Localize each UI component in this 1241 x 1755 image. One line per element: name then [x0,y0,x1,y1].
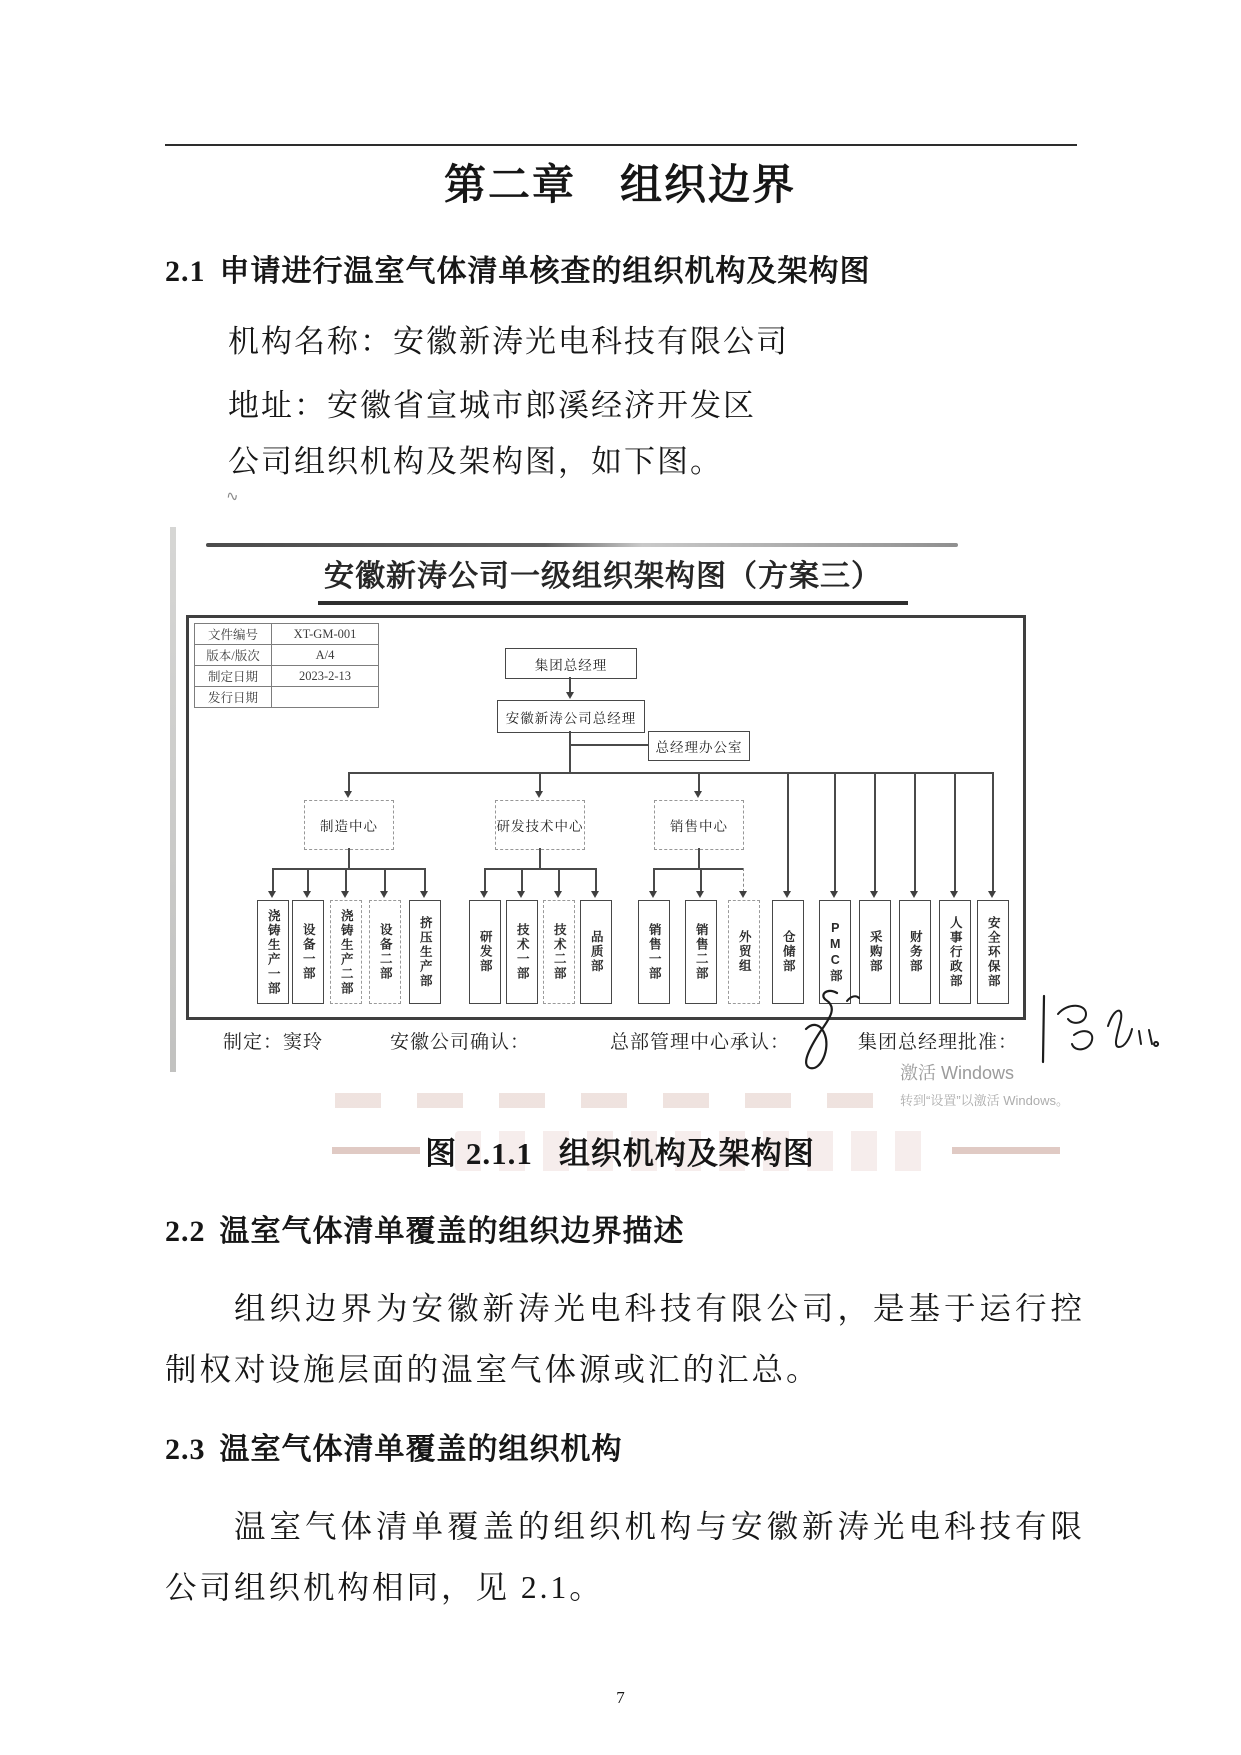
connector [914,772,916,892]
dept-box [543,900,575,1004]
dept-label: 采购部 [868,930,883,974]
section-2-3-body: 温室气体清单覆盖的组织机构与安徽新涛光电科技有限公司组织机构相同，见 2.1。 [165,1509,1085,1605]
connector [787,772,789,892]
node-company-gm: 安徽新涛公司总经理 [497,700,645,733]
arrow-icon [694,791,702,798]
dept-label: 仓储部 [781,930,796,974]
dept-label: 浇铸生产一部 [266,908,281,996]
section-2-1-heading [165,246,1095,290]
org-chart-scan [168,487,1158,1112]
connector [570,744,648,746]
watermark-line2: 转到“设置”以激活 Windows。 [900,1093,1070,1108]
signature-approval-icon [793,985,868,1077]
connector [569,677,571,693]
arrow-icon [696,891,704,898]
arrow-icon [830,891,838,898]
connector [834,772,836,892]
arrow-icon [344,791,352,798]
figure-number: 图 2.1.1 [425,1136,533,1171]
header-rule [165,144,1077,146]
dept-label: 设备一部 [301,923,316,981]
chart-footer-item: 集团总经理批准： [858,1032,1019,1053]
arrow-icon [341,891,349,898]
dept-box [899,900,931,1004]
chapter-title: 第二章 组织边界 [443,163,796,209]
doc-info-value: A/4 [272,645,379,666]
arrow-icon [988,891,996,898]
chart-footer-item: 安徽公司确认： [390,1032,531,1053]
arrow-icon [420,891,428,898]
org-tree [168,487,1158,1112]
dept-box [685,900,717,1004]
arrow-icon [950,891,958,898]
chart-footer-item: 总部管理中心承认： [610,1032,791,1053]
dept-box [728,900,760,1004]
connector [698,772,700,792]
arrow-icon [783,891,791,898]
chart-intro-line: 公司组织机构及架构图，如下图。 [228,444,723,479]
connector [700,868,702,892]
doc-info-label: 发行日期 [195,687,272,708]
arrow-icon [480,891,488,898]
connector [698,848,700,868]
dept-label: 外贸组 [737,930,752,974]
dept-label: 研发部 [478,930,493,974]
connector [539,848,541,868]
connector [272,868,274,892]
connector [348,848,350,868]
connector [569,731,571,773]
arrow-icon [870,891,878,898]
arrow-icon [566,692,574,699]
node-group-gm: 集团总经理 [505,648,637,679]
doc-info-value: XT-GM-001 [272,624,379,645]
chart-footer-item: 制定：窦玲 [223,1032,324,1053]
connector [558,868,560,892]
dept-label: 挤压生产部 [418,915,433,989]
dept-box [257,900,289,1004]
dept-label: 技术二部 [552,923,567,981]
dept-label: PMC部 [828,920,843,984]
org-name-line: 机构名称：安徽新涛光电科技有限公司 [228,324,789,359]
arrow-icon [380,891,388,898]
connector [345,868,347,892]
doc-info-value: 2023-2-13 [272,666,379,687]
dept-label: 品质部 [589,930,604,974]
dept-label: 财务部 [908,930,923,974]
figure-caption-text: 组织机构及架构图 [558,1136,815,1171]
connector [653,868,743,870]
connector [992,772,994,892]
connector [424,868,426,892]
connector [484,868,486,892]
section-2-2-body: 组织边界为安徽新涛光电科技有限公司，是基于运行控制权对设施层面的温室气体源或汇的汇总。 [165,1291,1085,1387]
arrow-icon [303,891,311,898]
scan-artifact-strip [335,1093,880,1108]
arrow-icon [649,891,657,898]
connector [539,772,541,792]
connector [348,772,350,792]
dept-label: 设备二部 [378,923,393,981]
dept-label: 销售二部 [694,923,709,981]
section-number: 2.2 [165,1215,206,1248]
connector [307,868,309,892]
scan-mark-icon: ∿ [224,487,240,506]
section-title-text: 申请进行温室气体清单核查的组织机构及架构图 [219,255,871,288]
arrow-icon [910,891,918,898]
section-title-text: 温室气体清单覆盖的组织边界描述 [219,1215,685,1248]
dept-label: 销售一部 [647,923,662,981]
doc-info-label: 版本/版次 [195,645,272,666]
section-number: 2.3 [165,1433,206,1466]
dept-box [580,900,612,1004]
section-2-3-heading [165,1424,1095,1468]
dept-label: 浇铸生产二部 [339,908,354,996]
dept-box [330,900,362,1004]
node-center: 研发技术中心 [495,800,585,850]
dept-box [977,900,1009,1004]
arrow-icon [517,891,525,898]
connector [272,868,424,870]
section-number: 2.1 [165,255,206,288]
org-chart-title-text: 安徽新涛公司一级组织架构图（方案三） [318,551,908,605]
node-gm-office: 总经理办公室 [648,731,750,761]
connector [595,868,597,892]
doc-info-label: 文件编号 [195,624,272,645]
page-number: 7 [616,1688,625,1707]
node-center: 制造中心 [304,800,394,850]
arrow-icon [591,891,599,898]
connector [653,868,655,892]
watermark-line1: 激活 Windows [900,1063,1015,1083]
connector [384,868,386,892]
connector [874,772,876,892]
section-title-text: 温室气体清单覆盖的组织机构 [219,1433,623,1466]
arrow-icon [535,791,543,798]
doc-info-label: 制定日期 [195,666,272,687]
windows-activation-watermark [900,1059,1069,1109]
section-2-2-heading [165,1206,1095,1250]
arrow-icon [739,891,747,898]
dept-label: 技术一部 [515,923,530,981]
dept-box [369,900,401,1004]
dept-box [292,900,324,1004]
figure-caption [165,1128,1075,1173]
dept-box [939,900,971,1004]
connector [954,772,956,892]
connector [743,868,744,892]
dept-box [409,900,441,1004]
dept-label: 人事行政部 [948,915,963,989]
connector [521,868,523,892]
arrow-icon [554,891,562,898]
address-line: 地址：安徽省宣城市郎溪经济开发区 [228,388,756,423]
main-distribution-line [348,772,993,774]
dept-box [638,900,670,1004]
arrow-icon [268,891,276,898]
node-center: 销售中心 [654,800,744,850]
dept-label: 安全环保部 [986,915,1001,989]
connector [484,868,595,870]
dept-box [506,900,538,1004]
dept-box [469,900,501,1004]
